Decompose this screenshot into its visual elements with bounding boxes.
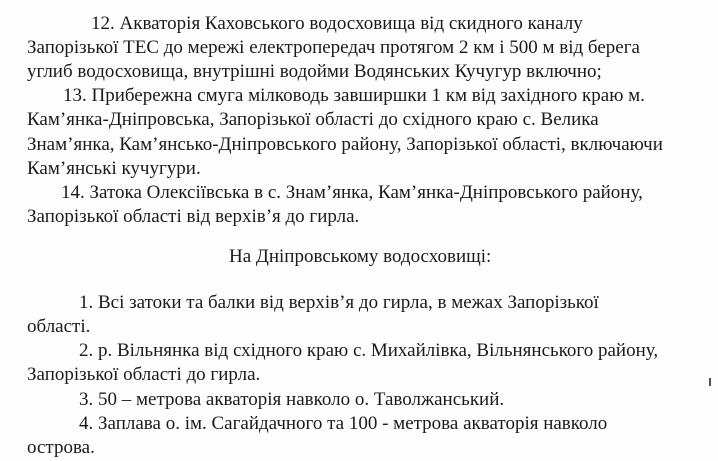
item-13-line-1: [63, 84, 645, 108]
dnipro-item-2-line-2: [27, 363, 260, 387]
text-line: острова.: [27, 437, 95, 458]
dnipro-item-3-line-1: [79, 388, 504, 412]
text-line: 12. Акваторія Каховського водосховища від скидного каналу: [91, 13, 583, 34]
text-line: Запорізької області від верхів’я до гирла.: [27, 206, 360, 227]
item-13-line-4: [27, 157, 201, 181]
text-line: Кам’янські кучугури.: [27, 158, 201, 179]
text-line: 13. Прибережна смуга мілководь завширшки 1 км від західного краю м.: [63, 85, 645, 106]
text-line: області.: [27, 316, 91, 337]
item-12-line-1: [91, 12, 687, 36]
item-12-line-2: [27, 36, 640, 60]
item-13-line-2: [27, 108, 599, 132]
section-heading: [229, 245, 491, 269]
item-13-line-3: [27, 133, 663, 157]
text-line: углиб водосховища, внутрішні водойми Водянських Кучугур включно;: [27, 61, 602, 82]
scan-edge-mark: [709, 378, 711, 386]
dnipro-item-2-line-1: [79, 339, 658, 363]
text-line: Запорізької ТЕС до мережі електропередач протягом 2 км і 500 м від берега: [27, 37, 640, 58]
dnipro-item-1-line-1: [79, 291, 599, 315]
dnipro-item-4-line-1: [79, 412, 607, 436]
dnipro-item-1-line-2: [27, 315, 90, 339]
text-line: 14. Затока Олексіївська в с. Знам’янка, Кам’янка-Дніпровського району,: [61, 182, 643, 203]
text-line: Кам’янка-Дніпровська, Запорізької області до східного краю с. Велика: [27, 109, 599, 130]
text-line: Запорізької області до гирла.: [27, 364, 261, 385]
item-14-line-2: [27, 205, 359, 229]
text-line: 3. 50 – метрова акваторія навколо о. Таволжанський.: [79, 389, 505, 410]
text-line: Знам’янка, Кам’янсько-Дніпровського району, Запорізької області, включаючи: [27, 134, 663, 155]
section-heading-text: На Дніпровському водосховищі:: [229, 246, 492, 267]
item-14-line-1: [61, 181, 643, 205]
text-line: 1. Всі затоки та балки від верхів’я до гирла, в межах Запорізької: [79, 292, 599, 313]
item-12-line-3: [27, 60, 602, 84]
dnipro-item-4-line-2: [27, 436, 95, 460]
text-line: 2. р. Вільнянка від східного краю с. Михайлівка, Вільнянського району,: [79, 340, 659, 361]
text-line: 4. Заплава о. ім. Сагайдачного та 100 - метрова акваторія навколо: [79, 413, 608, 434]
